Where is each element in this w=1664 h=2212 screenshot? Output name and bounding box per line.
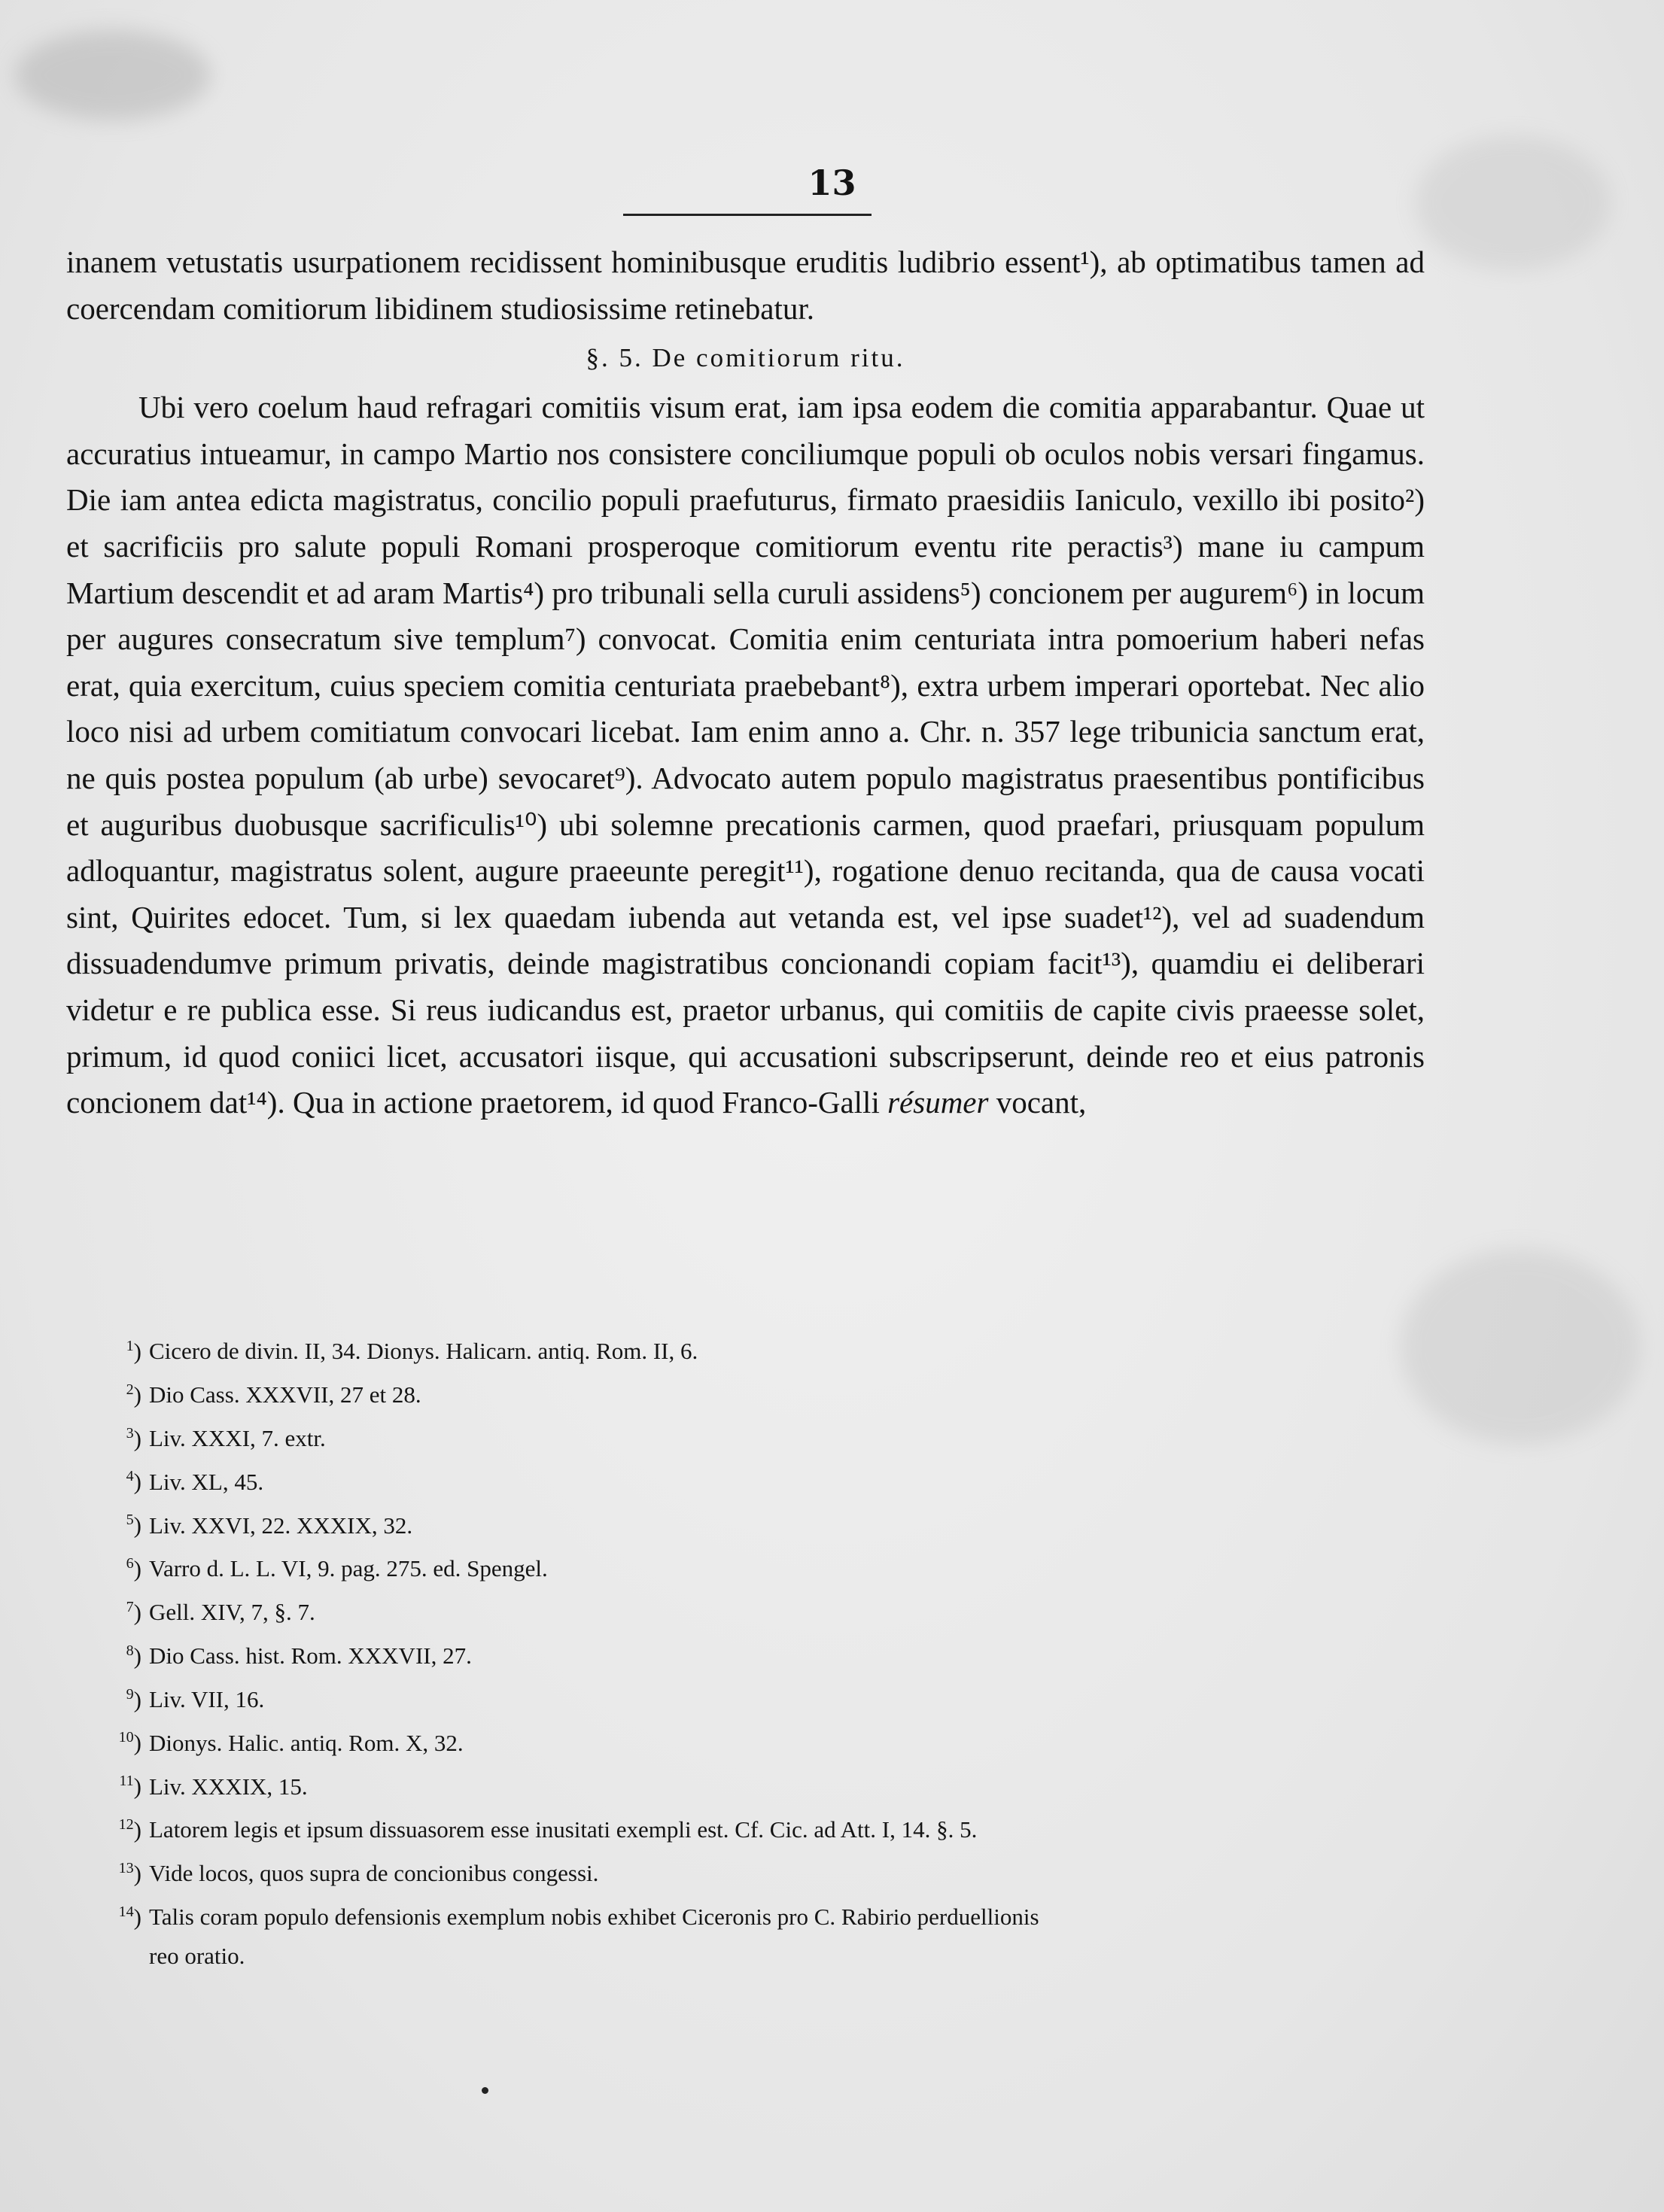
footnote: $^{13}$) Vide locos, quos supra de concionibus congessi. bbox=[66, 1849, 1425, 1893]
emphasis-word: résumer bbox=[887, 1085, 989, 1120]
footnote: $^1$) Cicero de divin. II, 34. Dionys. Halicarn. antiq. Rom. II, 6. bbox=[66, 1327, 1425, 1371]
footnote-mark: 1 bbox=[126, 1338, 134, 1354]
paper-stain bbox=[1400, 1249, 1641, 1445]
footnote-mark: 7 bbox=[126, 1598, 134, 1615]
footnote-text: Latorem legis et ipsum dissuasorem esse inusitati exempli est. Cf. Cic. ad Att. I, 14. §. 5. bbox=[149, 1816, 978, 1843]
footnote-mark: 10 bbox=[118, 1729, 134, 1746]
footnote: $^7$) Gell. XIV, 7, §. 7. bbox=[66, 1588, 1425, 1632]
section-heading: §. 5. De comitiorum ritu. bbox=[586, 343, 905, 373]
footnote-text: Liv. XXVI, 22. XXXIX, 32. bbox=[149, 1512, 413, 1539]
footnote-mark: 2 bbox=[126, 1381, 134, 1398]
paragraph-text: Ubi vero coelum haud refragari comitiis visum erat, iam ipsa eodem die comitia apparabantur. Quae ut accuratius intueamur, in campo Martio nos consistere conciliumque populi ob oculos nobis versari fingamus. Die iam antea edicta magistratus, concilio populi praefuturus, firmato praesidiis Ianiculo, vexillo ibi posito²) et sacrificiis pro salute populi Romani prosperoque comitiorum eventu rite peractis³) mane iu campum Martium descendit et ad aram Martis⁴) pro tribunali sella curuli assidens⁵) concionem per augurem⁶) in locum per augures consecratum sive templum⁷) convocat. Comitia enim centuriata intra pomoerium haberi nefas erat, quia exercitum, cuius speciem comitia centuriata praebebant⁸), extra urbem imperari oportebat. Nec alio loco nisi ad urbem comitiatum convocari licebat. Iam enim anno a. Chr. n. 357 lege tribunicia sanctum erat, ne quis postea populum (ab urbe) sevocaret⁹). Advocato autem populo magistratus praesentibus pontificibus et auguribus duobusque sacrificulis¹⁰) ubi solemne precationis carmen, quod praefari, priusquam populum adloquantur, magistratus solent, augure praeeunte peregit¹¹), rogatione denuo recitanda, qua de causa vocati sint, Quirites edocet. Tum, si lex quaedam iubenda aut vetanda est, vel ipse suadet¹²), vel ad suadendum dissuadendumve primum privatis, deinde magistratibus concionandi copiam facit¹³), quamdiu ei deliberari videtur e re publica esse. Si reus iudicandus est, praetor urbanus, qui comitiis de capite civis praeesse solet, primum, id quod coniici licet, accusatori iisque, qui accusationi subscripserunt, deinde reo et eius patronis concionem dat¹⁴). Qua in actione praetorem, id quod Franco-Galli bbox=[66, 390, 1425, 1120]
main-paragraph bbox=[66, 384, 1425, 1126]
footnote-text: Dio Cass. XXXVII, 27 et 28. bbox=[149, 1381, 421, 1408]
footnote-mark: 4 bbox=[126, 1468, 134, 1485]
footnote-text: Vide locos, quos supra de concionibus congessi. bbox=[149, 1860, 599, 1887]
footnote-text: Dionys. Halic. antiq. Rom. X, 32. bbox=[149, 1729, 464, 1756]
header-rule bbox=[623, 214, 872, 216]
footnote: $^4$) Liv. XL, 45. bbox=[66, 1457, 1425, 1501]
footnote-text: Varro d. L. L. VI, 9. pag. 275. ed. Spengel. bbox=[149, 1555, 548, 1582]
footnote-text: Liv. XL, 45. bbox=[149, 1468, 264, 1495]
footnote-mark: 6 bbox=[126, 1555, 134, 1572]
footnote: $^8$) Dio Cass. hist. Rom. XXXVII, 27. bbox=[66, 1632, 1425, 1676]
footnote-text: Liv. XXXIX, 15. bbox=[149, 1773, 308, 1800]
paper-stain bbox=[1415, 135, 1611, 271]
ink-dot bbox=[482, 2087, 488, 2094]
footnote: $^2$) Dio Cass. XXXVII, 27 et 28. bbox=[66, 1371, 1425, 1414]
footnote-mark: 9 bbox=[126, 1685, 134, 1703]
footnote-continuation: reo oratio. bbox=[149, 1942, 245, 1969]
page-number: 13 bbox=[808, 163, 856, 203]
paper-stain bbox=[15, 30, 211, 120]
footnote-mark: 11 bbox=[119, 1773, 134, 1790]
footnote: $^{10}$) Dionys. Halic. antiq. Rom. X, 32. bbox=[66, 1718, 1425, 1762]
footnote-text: Cicero de divin. II, 34. Dionys. Halicarn. antiq. Rom. II, 6. bbox=[149, 1338, 698, 1365]
footnote: $^{11}$) Liv. XXXIX, 15. bbox=[66, 1762, 1425, 1806]
footnote: $^{14}$) Talis coram populo defensionis exemplum nobis exhibet Ciceronis pro C. Rabirio perduellionis bbox=[66, 1893, 1425, 1937]
footnotes bbox=[66, 1327, 1425, 1975]
footnote: $^3$) Liv. XXXI, 7. extr. bbox=[66, 1414, 1425, 1458]
footnote-mark: 5 bbox=[126, 1512, 134, 1529]
footnote-mark: 8 bbox=[126, 1642, 134, 1659]
footnote-mark: 13 bbox=[118, 1859, 134, 1876]
footnote: $^9$) Liv. VII, 16. bbox=[66, 1676, 1425, 1719]
opening-lines: inanem vetustatis usurpationem recidissent hominibusque eruditis ludibrio essent¹), ab optimatibus tamen ad coercendam comitiorum libidinem studiosissime retinebatur. bbox=[66, 245, 1425, 326]
paragraph-end: vocant, bbox=[988, 1085, 1087, 1120]
footnote: $^{12}$) Latorem legis et ipsum dissuasorem esse inusitati exempli est. Cf. Cic. ad Att. I, 14. §. 5. bbox=[66, 1806, 1425, 1849]
footnote: $^5$) Liv. XXVI, 22. XXXIX, 32. bbox=[66, 1501, 1425, 1545]
footnote-text: Liv. XXXI, 7. extr. bbox=[149, 1424, 326, 1451]
footnote-text: Dio Cass. hist. Rom. XXXVII, 27. bbox=[149, 1642, 472, 1670]
footnote-text: Talis coram populo defensionis exemplum nobis exhibet Ciceronis pro C. Rabirio perduellionis bbox=[149, 1904, 1039, 1931]
footnote-text: Gell. XIV, 7, §. 7. bbox=[149, 1599, 315, 1626]
footnote-mark: 3 bbox=[126, 1424, 134, 1442]
footnote-mark: 14 bbox=[118, 1903, 134, 1920]
footnote-mark: 12 bbox=[118, 1816, 134, 1834]
main-text bbox=[66, 239, 1425, 1126]
footnote-text: Liv. VII, 16. bbox=[149, 1685, 265, 1712]
footnote: $^6$) Varro d. L. L. VI, 9. pag. 275. ed. Spengel. bbox=[66, 1545, 1425, 1588]
